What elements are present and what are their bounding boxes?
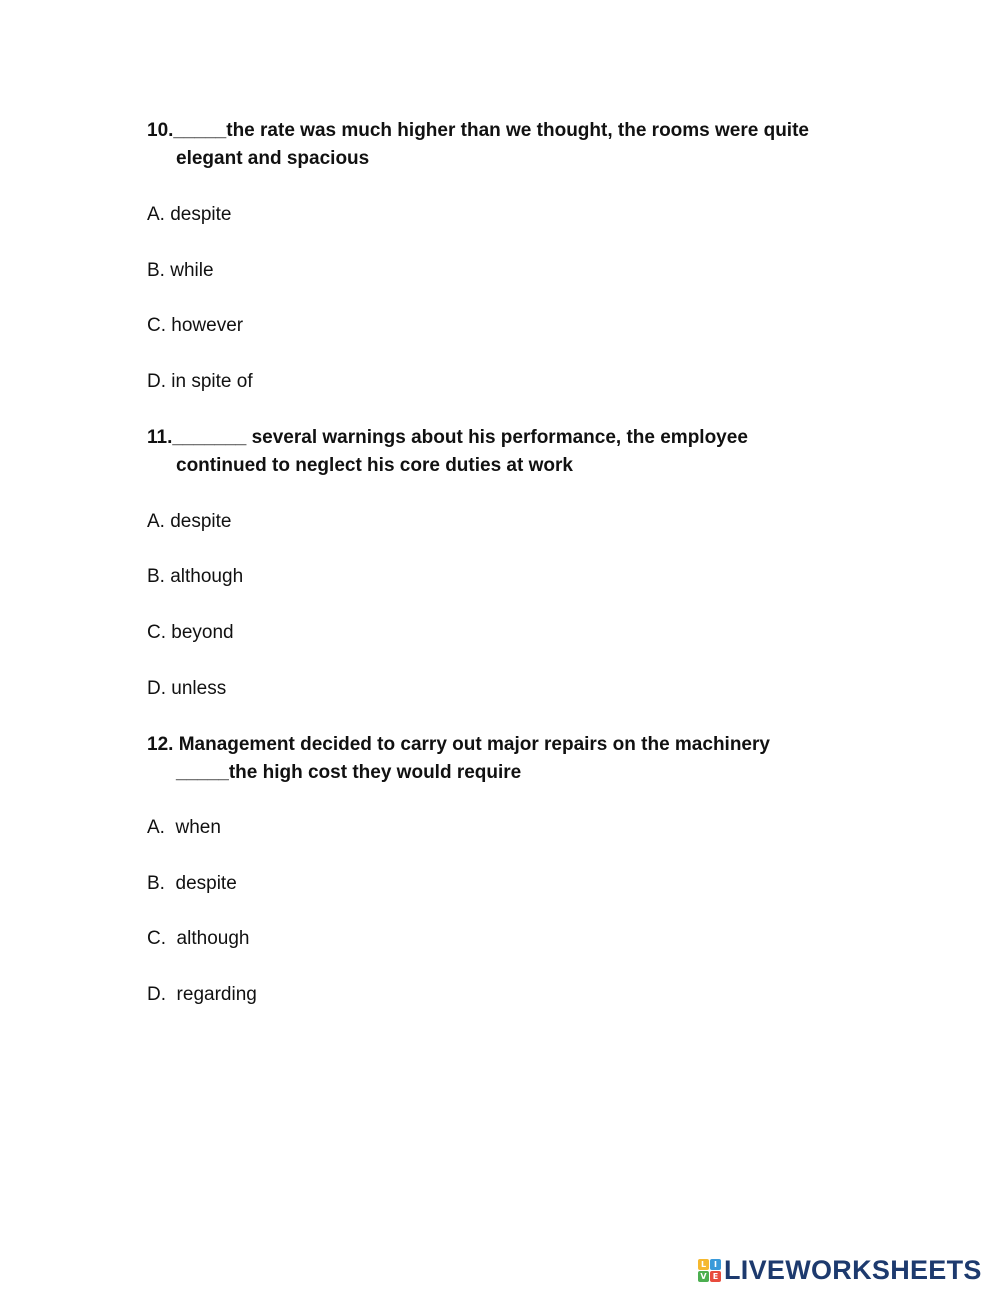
question-10-option-c[interactable]: C. however (147, 315, 244, 336)
question-12-option-c[interactable]: C. although (147, 928, 250, 949)
liveworksheets-logo-text: LIVEWORKSHEETS (724, 1255, 982, 1285)
question-12-option-b[interactable]: B. despite (147, 873, 237, 894)
question-11 (147, 424, 867, 480)
question-12-option-a[interactable]: A. when (147, 817, 221, 838)
logo-mark-cell-e: E (710, 1271, 721, 1282)
liveworksheets-logo (698, 1255, 982, 1285)
question-10-option-d[interactable]: D. in spite of (147, 371, 253, 392)
question-10-line-1: 10._____the rate was much higher than we thought, the rooms were quite (147, 120, 809, 141)
logo-mark-cell-i: I (710, 1259, 721, 1270)
question-11-option-d[interactable]: D. unless (147, 678, 227, 699)
question-11-option-a[interactable]: A. despite (147, 511, 232, 532)
logo-mark-cell-v: V (698, 1271, 709, 1282)
liveworksheets-logo-icon (698, 1259, 721, 1282)
logo-mark-cell-l: L (698, 1259, 709, 1270)
question-10-line-2: elegant and spacious (176, 148, 370, 169)
question-12 (147, 731, 867, 787)
question-12-line-1: 12. Management decided to carry out major repairs on the machinery (147, 734, 770, 755)
question-10 (147, 117, 867, 173)
question-12-line-2: _____the high cost they would require (176, 762, 522, 783)
question-11-option-c[interactable]: C. beyond (147, 622, 234, 643)
question-11-line-2: continued to neglect his core duties at work (176, 455, 573, 476)
question-10-option-b[interactable]: B. while (147, 260, 214, 281)
question-10-option-a[interactable]: A. despite (147, 204, 232, 225)
question-11-line-1: 11._______ several warnings about his performance, the employee (147, 427, 748, 448)
question-11-option-b[interactable]: B. although (147, 566, 244, 587)
question-12-option-d[interactable]: D. regarding (147, 984, 257, 1005)
